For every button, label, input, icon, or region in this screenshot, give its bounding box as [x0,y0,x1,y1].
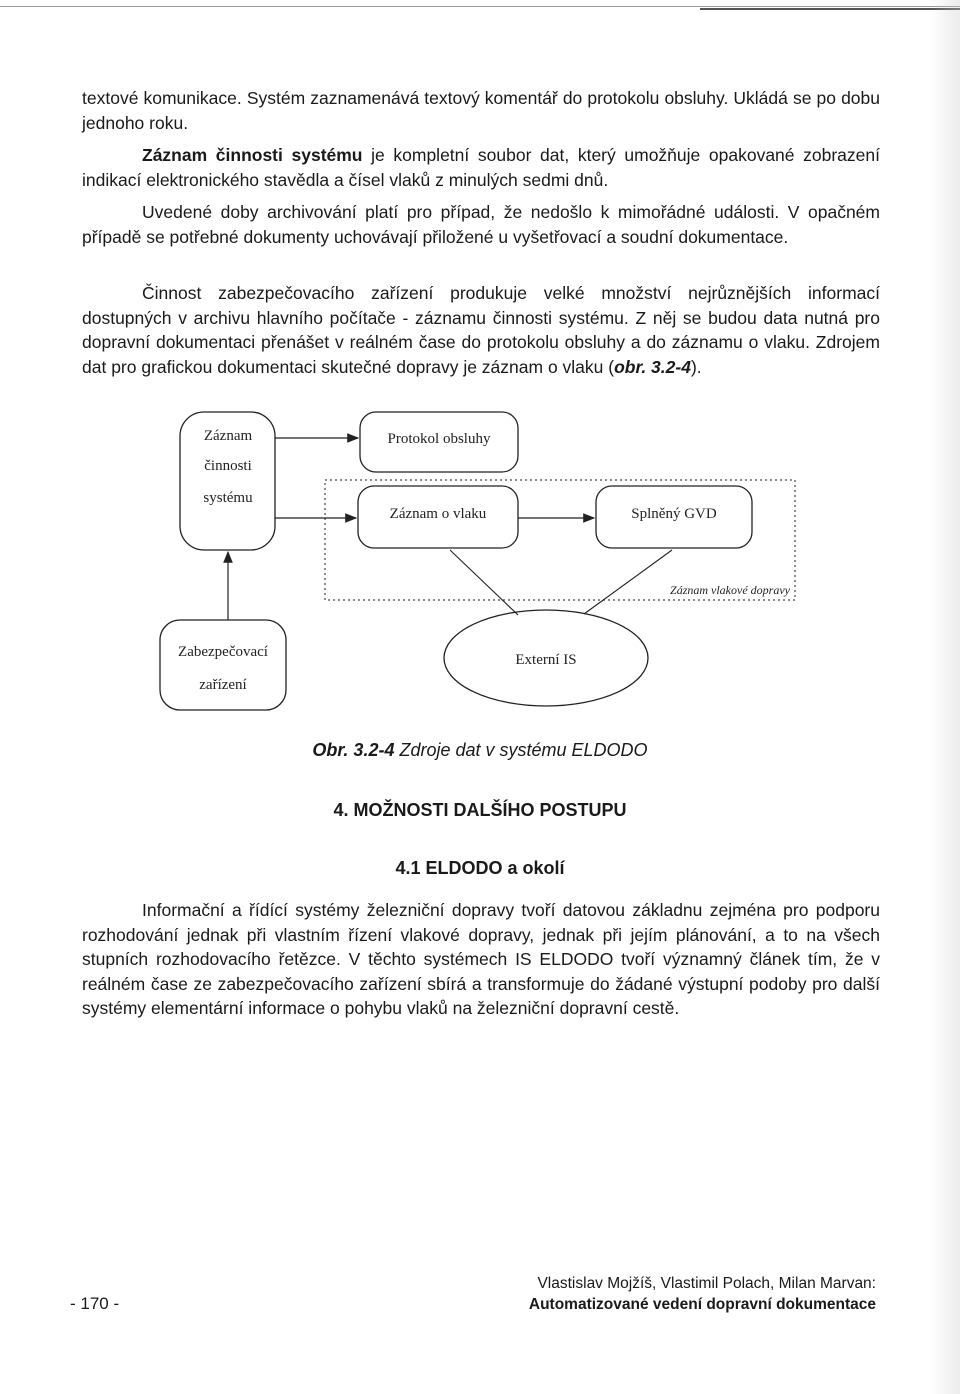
footer-authors: Vlastislav Mojžíš, Vlastimil Polach, Milan Marvan: [537,1275,876,1292]
node-protokol-label: Protokol obsluhy [387,431,491,447]
paragraph-3: Činnost zabezpečovacího zařízení produkuje velké množství nejrůznějších informací dostupných v archivu hlavního počítače - záznamu činnosti systému. Z něj se budou data nutná pro dopravní dokumentaci přenášet v reálném čase do protokolu obsluhy a do záznamu o vlaku. Zdrojem dat pro grafickou dokumentaci skutečné dopravy je záznam o vlaku (obr. 3.2-4). [82,283,880,377]
paragraph-1: Záznam činnosti systému je kompletní soubor dat, který umožňuje opakované zobrazení indikací elektronického stavědla a čísel vlaků z minulých sedmi dnů. [82,145,880,190]
top-rule-dark [700,8,960,10]
subsection-heading: 4.1 ELDODO a okolí [395,858,565,878]
node-zaznam-cinnosti-line2: činnosti [204,458,252,474]
node-zabezpecovaci-zarizeni [160,620,286,710]
section-heading: 4. MOŽNOSTI DALŠÍHO POSTUPU [333,800,627,820]
line-vlak-to-externi [450,550,518,615]
paragraph-4: Informační a řídící systémy železniční dopravy tvoří datovou základnu zejména pro podporu rozhodování jednak při vlastním řízení vlakové dopravy, jednak při jejím plánování, a to na všech stupních rozhodovacího řetězce. V těchto systémech IS ELDODO tvoří významný článek tím, že v reálném čase ze zabezpečovacího zařízení sbírá a transformuje do žádané výstupní podoby pro další systémy elementární informace o pohybu vlaků na železniční dopravní cestě. [82,900,880,1019]
node-zabezpecovaci-line2: zařízení [199,677,247,693]
line-gvd-to-externi [584,550,672,614]
group-label: Záznam vlakové dopravy [670,583,790,597]
caption-text: Zdroje dat v systému ELDODO [394,740,648,760]
node-zaznam-cinnosti-systemu [180,412,275,550]
term-zaznam-cinnosti: Záznam činnosti systému [142,145,363,165]
node-splneny-gvd [596,486,752,548]
top-rule [0,6,960,7]
node-splneny-gvd-label: Splněný GVD [631,506,717,522]
node-zaznam-cinnosti-line3: systému [203,490,253,506]
footer-credit [529,1273,876,1315]
page-number: - 170 - [70,1294,120,1313]
data-sources-diagram [0,400,960,730]
figure-reference: obr. 3.2-4 [614,356,691,377]
figure-caption [0,740,960,761]
node-zaznam-vlaku-label: Záznam o vlaku [389,506,487,522]
node-externi-is [444,610,648,706]
node-zaznam-cinnosti-line1: Záznam [203,428,253,444]
footer-book-title: Automatizované vedení dopravní dokumentace [528,1296,876,1313]
node-zabezpecovaci-line1: Zabezpečovací [178,644,268,660]
node-zaznam-o-vlaku [358,486,518,548]
caption-prefix: Obr. 3.2-4 [312,740,395,760]
node-protokol-obsluhy [360,412,518,472]
node-externi-label: Externí IS [515,652,577,668]
paragraph-2: Uvedené doby archivování platí pro případ, že nedošlo k mimořádné události. V opačném případě se potřebné dokumenty uchovávají přiložené u vyšetřovací a soudní dokumentace. [82,202,880,247]
paragraph-0: textové komunikace. Systém zaznamenává textový komentář do protokolu obsluhy. Ukládá se po dobu jednoho roku. [82,88,880,133]
